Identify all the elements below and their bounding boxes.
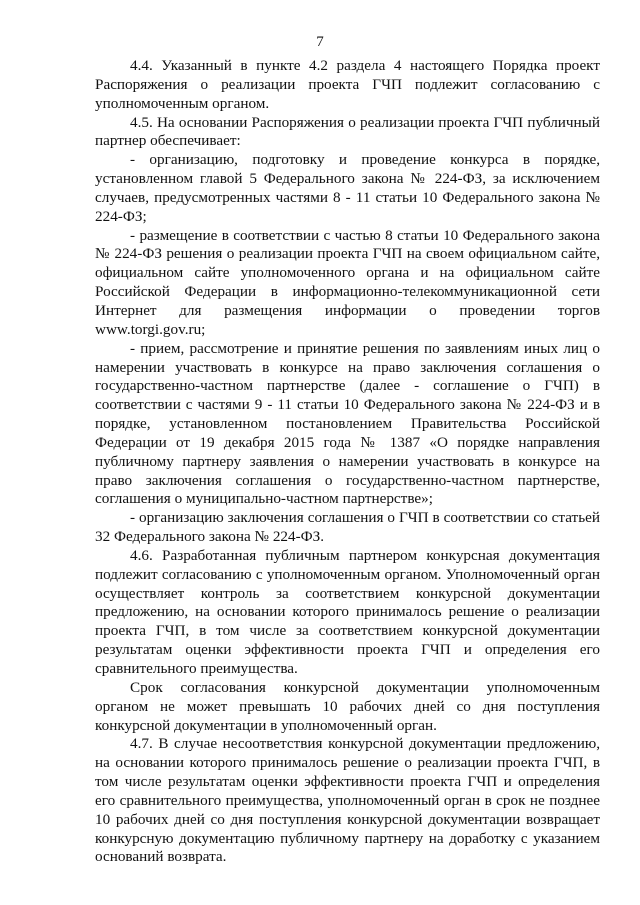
paragraph-4-4: 4.4. Указанный в пункте 4.2 раздела 4 настоящего Порядка проект Распоряжения о реализации проекта ГЧП подлежит согласованию с уполномоченным органом. [95, 57, 600, 112]
document-body [95, 57, 600, 867]
list-item-agreement: - организацию заключения соглашения о ГЧП в соответствии со статьей 32 Федерального закона № 224-ФЗ. [95, 509, 600, 546]
paragraph-4-5: 4.5. На основании Распоряжения о реализации проекта ГЧП публичный партнер обеспечивает: [95, 113, 600, 150]
list-item-organization: - организацию, подготовку и проведение конкурса в порядке, установленном главой 5 Федерального закона № 224-ФЗ, за исключением случаев, предусмотренных частями 8 - 11 статьи 10 Федерального закона № 224-ФЗ; [95, 151, 600, 225]
page-number: 7 [316, 34, 324, 50]
paragraph-4-7: 4.7. В случае несоответствия конкурсной документации предложению, на основании которого принималось решение о реализации проекта ГЧП, в том числе результатам оценки эффективности проекта ГЧП и определения его сравнительного преимущества, уполномоченный орган в срок не позднее 10 рабочих дней со дня поступления конкурсной документации возвращает конкурсную документацию публичному партнеру на доработку с указанием оснований возврата. [95, 735, 600, 866]
paragraph-approval-term: Срок согласования конкурсной документации уполномоченным органом не может превышать 10 рабочих дней со дня поступления конкурсной документации в уполномоченный орган. [95, 678, 600, 734]
paragraph-4-6: 4.6. Разработанная публичным партнером конкурсная документация подлежит согласованию с уполномоченным органом. Уполномоченный орган осуществляет контроль за соответствием конкурсной документации предложению, на основании которого принималось решение о реализации проекта ГЧП, в том числе за соответствием конкурсной документации результатам оценки эффективности проекта ГЧП и определения его сравнительного преимущества. [95, 546, 600, 677]
list-item-publication: - размещение в соответствии с частью 8 статьи 10 Федерального закона № 224-ФЗ решения о реализации проекта ГЧП на своем официальном сайте, официальном сайте уполномоченного органа и на официальном сайте Российской Федерации в информационно-телекоммуникационной сети Интернет для размещения информации о проведении торгов www.torgi.gov.ru; [95, 226, 600, 338]
list-item-applications: - прием, рассмотрение и принятие решения по заявлениям иных лиц о намерении участвовать в конкурсе на право заключения соглашения о государственно-частном партнерстве (далее - соглашение о ГЧП) в соответствии с частями 9 - 11 статьи 10 Федерального закона № 224-ФЗ и в порядке, установленном постановлением Правительства Российской Федерации от 19 декабря 2015 года № 1387 «О порядке направления публичному партнеру заявления о намерении участвовать в конкурсе на право заключения соглашения о государственно-частном партнерстве, соглашения о муниципально-частном партнерстве»; [95, 339, 600, 508]
